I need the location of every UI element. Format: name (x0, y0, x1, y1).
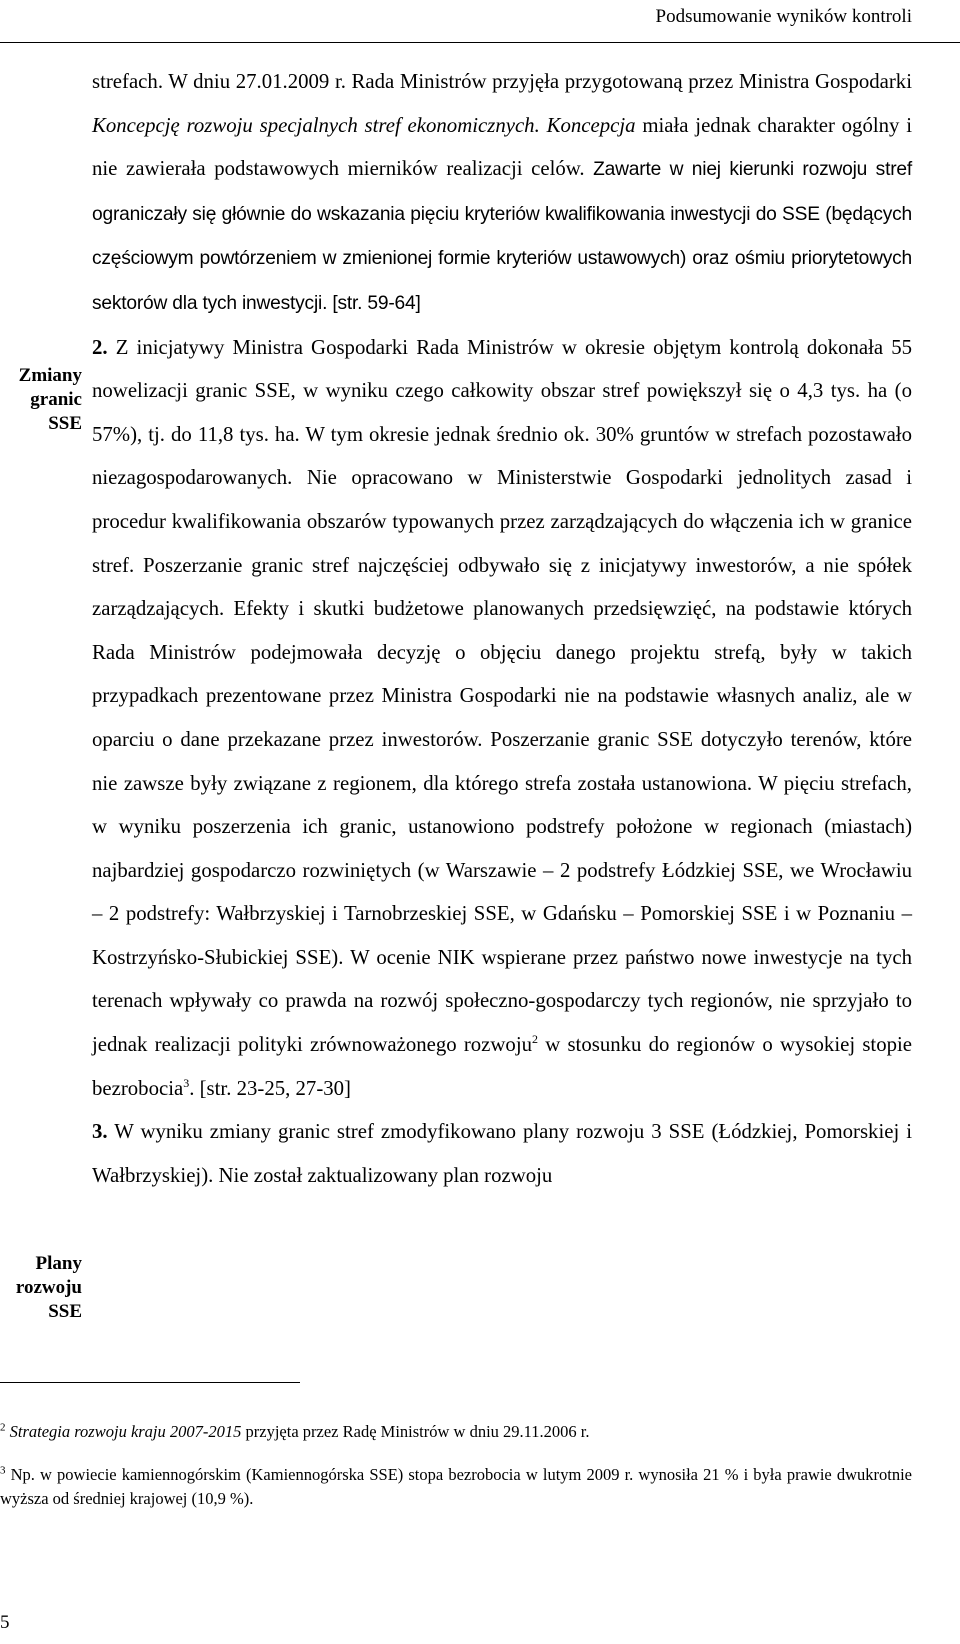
paragraph-3 (92, 1110, 912, 1197)
item-number: 2. (92, 335, 108, 359)
text-run (540, 114, 547, 137)
margin-note-zmiany-granic (0, 364, 82, 436)
text-run: miała jednak charakter ogólny i nie zawierała podstawowych mierników realizacji celów. (92, 113, 912, 181)
footnote-text: Np. w powiecie kamiennogórskim (Kamiennogórska SSE) stopa bezrobocia w lutym 2009 r. wynosiła 21 % i była prawie dwukrotnie wyższa od średniej krajowej (10,9 %). (0, 1465, 912, 1508)
footnote-2 (0, 1420, 912, 1444)
margin-note-plany-rozwoju (0, 1252, 82, 1324)
paragraph-2 (92, 326, 912, 1111)
text-run-narrow: Zawarte w niej kierunki rozwoju stref ograniczały się głównie do wskazania pięciu kryteriów kwalifikowania inwestycji do SSE (będących częściowym powtórzeniem w zmienionej formie kryteriów ustawowych) oraz ośmiu priorytetowych sektorów dla tych inwestycji. [str. 59-64] (92, 159, 912, 314)
text-run: . [str. 23-25, 27-30] (189, 1076, 351, 1100)
body-text (92, 60, 912, 1197)
text-run: Z inicjatywy Ministra Gospodarki Rada Ministrów w okresie objętym kontrolą dokonała 55 nowelizacji granic SSE, w wyniku czego całkowity obszar stref powiększył się o 4,3 tys. ha (o 57%), tj. do 11,8 tys. ha. W tym okresie jednak średnio ok. 30% gruntów w strefach pozostawało niezagospodarowanych. Nie opracowano w Ministerstwie Gospodarki jednolitych zasad i procedur kwalifikowania obszarów typowanych przez zarządzających do włączenia ich w granice stref. Poszerzanie granic stref najczęściej odbywało się z inicjatywy inwestorów, a nie spółek zarządzających. Efekty i skutki budżetowe planowanych przedsięwzięć, na podstawie których Rada Ministrów podejmowała decyzję o objęciu danego projektu strefą, były w takich przypadkach prezentowane przez Ministra Gospodarki nie na podstawie własnych analiz, ale w oparciu o dane przekazane przez inwestorów. Poszerzanie granic SSE dotyczyło terenów, które nie zawsze były związane z regionem, dla którego strefa została ustanowiona. W pięciu strefach, w wyniku poszerzenia ich granic, ustanowiono podstrefy położone w regionach (miastach) najbardziej gospodarczo rozwiniętych (w Warszawie – 2 podstrefy Łódzkiej SSE, we Wrocławiu – 2 podstrefy: Wałbrzyskiej i Tarnobrzeskiej SSE, w Gdańsku – Pomorskiej SSE i w Poznaniu – Kostrzyńsko-Słubickiej SSE). W ocenie NIK wspierane przez państwo nowe inwestycje na tych terenach wpływały co prawda na rozwój społeczno-gospodarczy tych regionów, nie sprzyjało to jednak realizacji polityki zrównoważonego rozwoju (92, 335, 912, 1057)
margin-note-line: SSE (48, 413, 82, 434)
italic-title: Strategia rozwoju kraju 2007-2015 (9, 1422, 242, 1441)
running-header: Podsumowanie wyników kontroli (655, 6, 912, 27)
text-run: strefach. W dniu 27.01.2009 r. Rada Ministrów przyjęła przygotowaną przez Ministra Gospodarki (92, 70, 912, 93)
page-number: 5 (0, 1612, 10, 1633)
footnote-mark: 3 (0, 1464, 6, 1477)
footnote-ref: 2 (532, 1032, 539, 1047)
margin-note-line: Zmiany (18, 365, 82, 386)
footnote-mark: 2 (0, 1421, 6, 1434)
italic-title: Koncepcja (546, 113, 636, 137)
item-number: 3. (92, 1120, 108, 1144)
margin-note-line: granic (30, 389, 82, 410)
margin-note-line: Plany (35, 1253, 82, 1274)
footnote-text: przyjęta przez Radę Ministrów w dniu 29.11.2006 r. (241, 1422, 590, 1441)
italic-title: Koncepcję rozwoju specjalnych stref ekonomicznych. (92, 113, 540, 137)
header-rule (0, 42, 960, 43)
text-run: W wyniku zmiany granic stref zmodyfikowano plany rozwoju 3 SSE (Łódzkiej, Pomorskiej i Wałbrzyskiej). Nie został zaktualizowany plan rozwoju (92, 1120, 912, 1187)
footnote-rule (0, 1382, 300, 1383)
footnote-3 (0, 1463, 912, 1511)
footnote-ref: 3 (183, 1075, 190, 1090)
paragraph-1 (92, 60, 912, 326)
text-run: w stosunku do regionów o wysokiej stopie bezrobocia (92, 1033, 912, 1100)
margin-note-line: rozwoju (15, 1277, 82, 1298)
margin-note-line: SSE (48, 1301, 82, 1322)
